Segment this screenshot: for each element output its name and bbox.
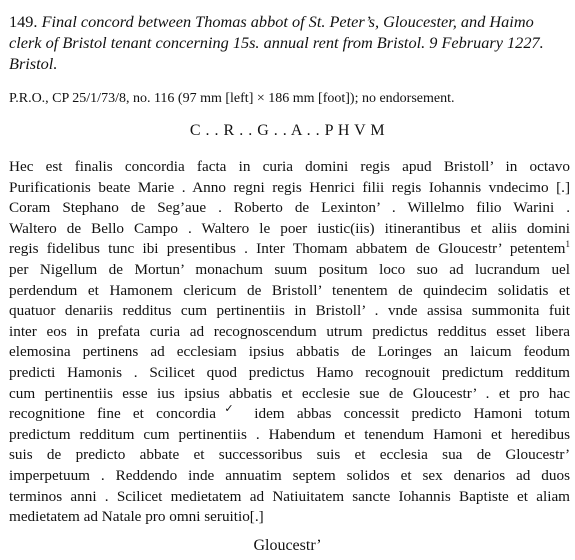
text-line: per Nigellum de Mortun’ monachum suum positum loco suo ad lucrandum uel — [9, 260, 570, 278]
text-line: perdendum et Hamonem clericum de Bristoll’ tenentem de quindecim solidatis et — [9, 281, 570, 299]
text-line: elemosina pertinens ad ecclesiam ipsius abbatis de Loringes an laicum feodum — [9, 343, 570, 361]
charter-text — [9, 157, 570, 528]
text-line: Purificationis beate Marie . Anno regni regis Henrici filii regis Iohannis vndecimo [.] — [9, 178, 570, 196]
text-line: terminos anni . Scilicet medietatem ad Natiuitatem sancte Iohannis Baptiste et aliam — [9, 487, 570, 505]
text-line: Coram Stephano de Seg’aue . Roberto de Lexinton’ . Willelmo filio Warini . — [9, 199, 570, 217]
text-line — [9, 404, 570, 425]
text-line-content: recognitione fine et concordia — [9, 405, 216, 423]
text-line: quatuor denariis redditus cum pertinentiis in Bristoll’ . vnde assisa summonita fuit — [9, 302, 570, 320]
text-line: imperpetuum . Reddendo inde annuatim septem solidos et sex denarios ad duos — [9, 466, 570, 484]
text-line — [9, 239, 570, 260]
text-line: inter eos in prefata curia ad recognoscendum utrum predictus redditus esset libera — [9, 322, 570, 340]
text-line-content: idem abbas concessit predicto Hamoni totum — [254, 405, 571, 423]
document-number: 149. — [9, 12, 38, 31]
text-line: cum pertinentiis esse ius ipsius abbatis et ecclesie sue de Gloucestr’ . et pro hac — [9, 384, 570, 402]
footnote-marker: 1 — [565, 239, 570, 250]
text-line: suis de predicto abbate et successoribus suis et ecclesia sua de Gloucestr’ — [9, 446, 570, 464]
source-citation: P.R.O., CP 25/1/73/8, no. 116 (97 mm [left] × 186 mm [foot]); no endorsement. — [9, 91, 455, 106]
document-title: Final concord between Thomas abbot of St. Peter’s, Gloucester, and Haimo clerk of Bristol tenant concerning 15s. annual rent from Bristol. 9 February 1227. Bristol. — [9, 12, 544, 73]
document-heading — [9, 11, 569, 74]
text-line-content: regis fidelibus tunc ibi presentibus . Inter Thomam abbatem de Gloucestr’ petentem — [9, 240, 566, 258]
text-line: predicti Hamonis . Scilicet quod predictus Hamo recognouit predictum redditum — [9, 363, 570, 381]
text-line: medietatem ad Natale pro omni seruitio[.] — [9, 508, 264, 526]
text-line: Hec est finalis concordia facta in curia domini regis apud Bristoll’ in octavo — [9, 158, 570, 175]
insertion-mark-icon: ✓ — [215, 403, 243, 416]
text-line: Waltero de Bello Campo . Waltero le poer iustic(iis) itinerantibus et aliis domini — [9, 219, 570, 237]
endorsement-text: Gloucestr’ — [253, 537, 322, 554]
text-line: predictum redditum cum pertinentiis . Habendum et tenendum Hamoni et heredibus — [9, 425, 570, 443]
chirograph-legend: C . . R . . G . . A . . P H V M — [189, 122, 386, 139]
